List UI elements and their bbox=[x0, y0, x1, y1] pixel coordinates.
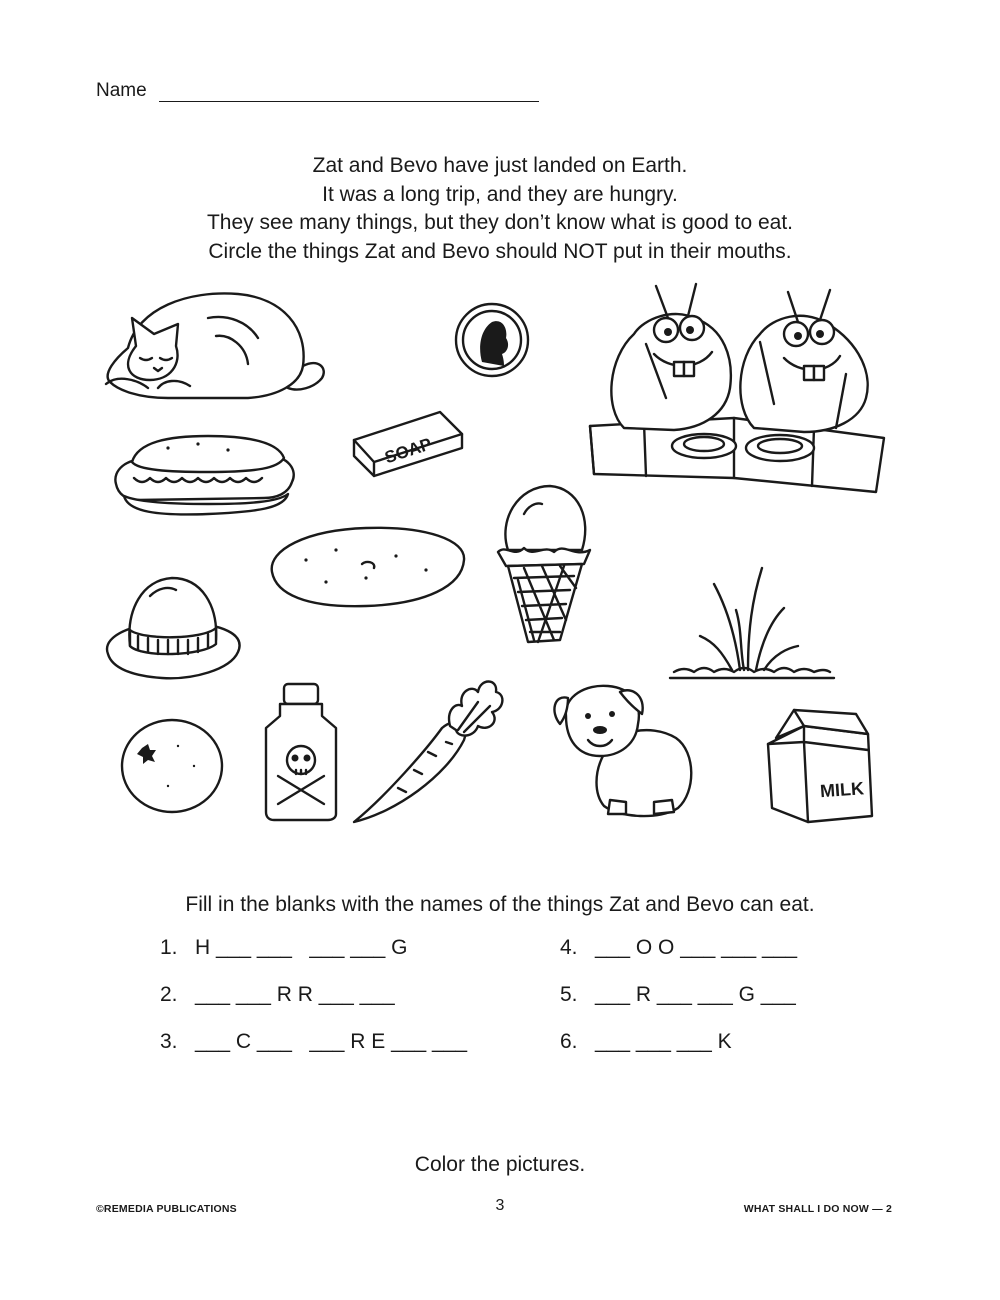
carrot-picture[interactable] bbox=[346, 666, 506, 826]
blank-item-6[interactable]: 6. ___ ___ ___ K bbox=[560, 1030, 732, 1053]
milk-label: MILK bbox=[819, 778, 865, 802]
intro-line-1: Zat and Bevo have just landed on Earth. bbox=[312, 154, 688, 177]
dog-picture[interactable] bbox=[550, 682, 700, 820]
milk-carton-picture[interactable] bbox=[764, 704, 880, 826]
intro-line-3: They see many things, but they don’t know what is good to eat. bbox=[206, 211, 793, 234]
footer-page-number: 3 bbox=[495, 1197, 505, 1214]
blank-item-5[interactable]: 5. ___ R ___ ___ G ___ bbox=[560, 983, 796, 1006]
intro-line-2: It was a long trip, and they are hungry. bbox=[322, 182, 678, 206]
hot-dog-picture[interactable] bbox=[108, 432, 300, 520]
intro-line-4: Circle the things Zat and Bevo should NOT put in their mouths. bbox=[208, 239, 792, 263]
name-label: Name bbox=[96, 80, 147, 101]
color-instruction: Color the pictures. bbox=[414, 1153, 586, 1176]
blank-item-4[interactable]: 4. ___ O O ___ ___ ___ bbox=[560, 936, 798, 959]
ice-cream-cone-picture[interactable] bbox=[494, 480, 594, 646]
footer-publisher: ©REMEDIA PUBLICATIONS bbox=[96, 1203, 237, 1215]
orange-picture[interactable] bbox=[118, 716, 228, 816]
cat-picture[interactable] bbox=[98, 288, 330, 406]
blank-item-1[interactable]: 1. H ___ ___ ___ ___ G bbox=[160, 936, 408, 959]
soap-label: SOAP bbox=[382, 434, 435, 468]
blank-item-2[interactable]: 2. ___ ___ R R ___ ___ bbox=[160, 983, 395, 1006]
penny-picture[interactable] bbox=[452, 300, 532, 380]
hat-picture[interactable] bbox=[102, 570, 244, 690]
cookie-picture[interactable] bbox=[266, 520, 470, 612]
grass-picture[interactable] bbox=[670, 560, 834, 684]
footer-book-title: WHAT SHALL I DO NOW — 2 bbox=[743, 1203, 892, 1215]
soap-picture[interactable] bbox=[348, 404, 468, 484]
blank-item-3[interactable]: 3. ___ C ___ ___ R E ___ ___ bbox=[160, 1030, 468, 1053]
fill-in-instruction: Fill in the blanks with the names of the things Zat and Bevo can eat. bbox=[185, 893, 815, 916]
poison-bottle-picture[interactable] bbox=[258, 680, 344, 822]
aliens-eating-picture bbox=[584, 278, 890, 510]
